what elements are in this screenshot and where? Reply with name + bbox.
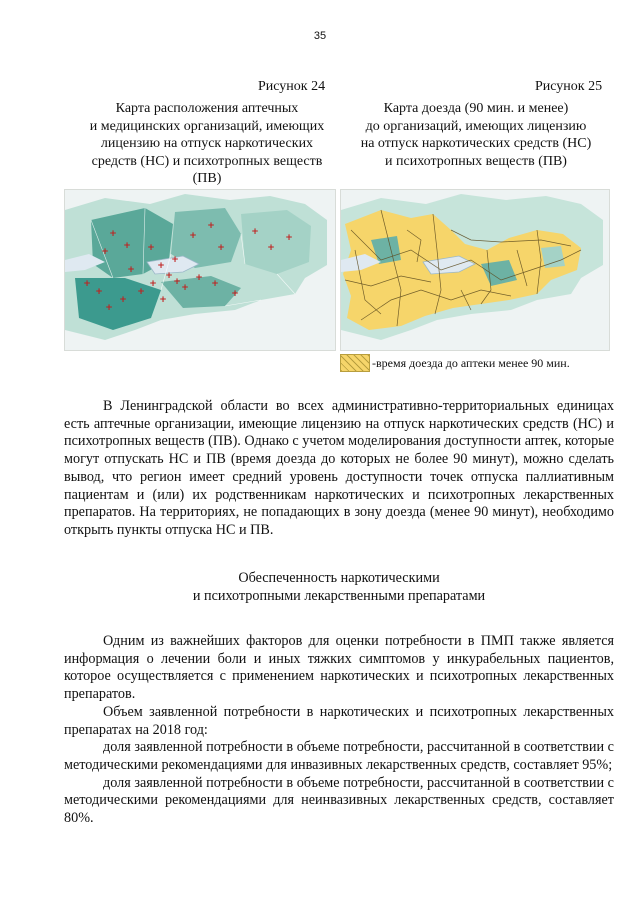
svg-text:+: + (207, 221, 215, 231)
svg-text:+: + (173, 277, 181, 287)
svg-text:+: + (181, 283, 189, 293)
svg-text:+: + (123, 241, 131, 251)
legend-text: -время доезда до аптеки менее 90 мин. (372, 355, 570, 370)
svg-text:+: + (165, 271, 173, 281)
paragraph-availability (64, 398, 614, 540)
svg-text:+: + (149, 279, 157, 289)
svg-text:+: + (211, 279, 219, 289)
svg-text:+: + (195, 273, 203, 283)
figure-24-caption: Карта расположения аптечных и медицинских организаций, имеющих лицензию на отпуск наркотических средств (НС) и психотропных веществ (ПВ) (89, 101, 325, 186)
svg-text:+: + (137, 287, 145, 297)
paragraph-text: Одним из важнейших факторов для оценки потребности в ПМП также является информация о лечении боли и иных тяжких симптомов у инкурабельных пациентов, которое осуществляется с применением наркотических и психотропных лекарственных препаратов. (64, 633, 615, 703)
page-number: 35 (313, 30, 327, 42)
svg-text:+: + (83, 279, 91, 289)
svg-text:+: + (251, 227, 259, 237)
figure-24-label: Рисунок 24 (258, 79, 326, 94)
svg-text:+: + (109, 229, 117, 239)
svg-text:+: + (171, 255, 179, 265)
paragraph-text: доля заявленной потребности в объеме потребности, рассчитанной в соответствии с методическими рекомендациями для инвазивных лекарственных средств, составляет 95%; (64, 739, 614, 773)
svg-text:+: + (127, 265, 135, 275)
svg-text:+: + (95, 287, 103, 297)
svg-text:+: + (119, 295, 127, 305)
svg-text:+: + (285, 233, 293, 243)
svg-text:+: + (267, 243, 275, 253)
svg-text:+: + (105, 303, 113, 313)
pharmacy-location-map-graphic (65, 190, 335, 350)
map-legend (340, 353, 570, 373)
svg-text:+: + (147, 243, 155, 253)
svg-text:+: + (217, 243, 225, 253)
svg-text:+: + (231, 289, 239, 299)
pharmacy-location-map (64, 189, 336, 351)
svg-text:+: + (189, 231, 197, 241)
travel-time-map (340, 189, 610, 351)
section-heading: Обеспеченность наркотическими и психотропными лекарственными препаратами (192, 570, 486, 604)
travel-time-map-graphic (341, 190, 609, 350)
svg-text:+: + (157, 261, 165, 271)
paragraph-text: Объем заявленной потребности в наркотических и психотропных лекарственных препаратах на 2018 год: (64, 703, 614, 738)
paragraph-text: доля заявленной потребности в объеме потребности, рассчитанной в соответствии с методическими рекомендациями для неинвазивных лекарственных средств, составляет 80%. (64, 774, 614, 827)
figure-25-label: Рисунок 25 (535, 79, 603, 94)
paragraph-pain-treatment (64, 633, 614, 828)
svg-text:+: + (101, 247, 109, 257)
paragraph-text: В Ленинградской области во всех административно-территориальных единицах есть аптечные организации, имеющие лицензию на отпуск наркотических средств (НС) и психотропных веществ (ПВ). Однако с учетом моделирования доступности аптек, которые могут отпускать НС и ПВ (время доезда до которых не более 90 минут), можно сделать вывод, что регион имеет средний уровень доступности точек отпуска паллиативным пациентам и (или) их родственникам наркотических и психотропных лекарственных препаратов. На территориях, не попадающих в зону доезда (менее 90 минут), необходимо открыть пункты отпуска НС и ПВ. (64, 398, 615, 538)
svg-text:+: + (159, 295, 167, 305)
travel-time-legend-swatch (340, 354, 370, 372)
figure-25-caption: Карта доезда (90 мин. и менее) до организаций, имеющих лицензию на отпуск наркотических средств (НС) и психотропных веществ (ПВ) (360, 101, 592, 169)
